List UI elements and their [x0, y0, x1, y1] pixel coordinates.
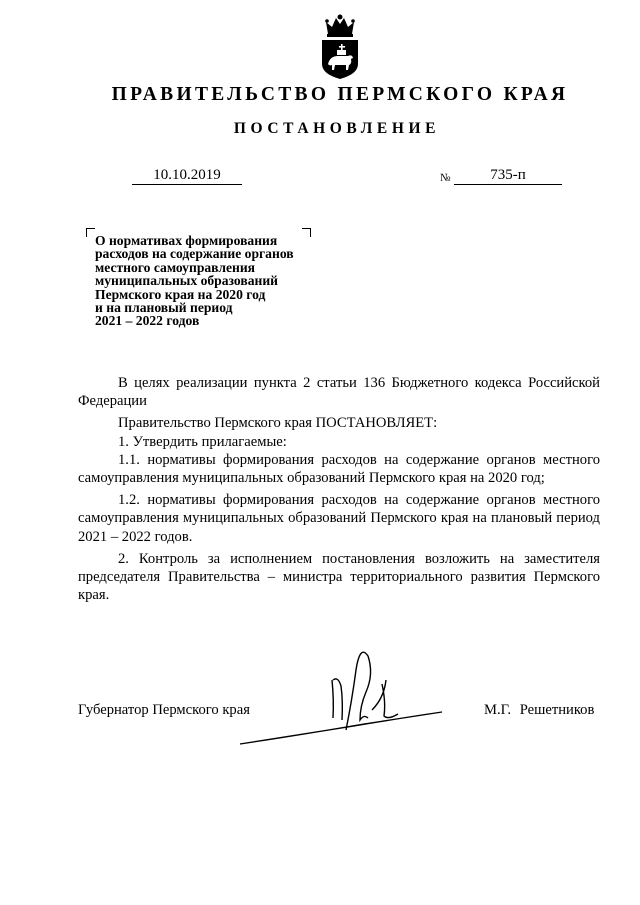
number-label: № [440, 172, 451, 184]
subject-line: и на плановый период [95, 300, 233, 316]
item-2-paragraph: 2. Контроль за исполнением постановления возложить на заместителя председателя Правительства – министра территориального развития Пермского края. [78, 550, 600, 604]
subject-line: Пермского края на 2020 год [95, 286, 266, 302]
coat-of-arms-icon [318, 12, 362, 80]
document-date: 10.10.2019 [132, 166, 242, 185]
preamble-paragraph: В целях реализации пункта 2 статьи 136 Бюджетного кодекса Российской Федерации [78, 375, 600, 410]
subject-line: О нормативах формирования [95, 233, 278, 248]
signatory-position: Губернатор Пермского края [78, 702, 250, 718]
document-body [78, 374, 600, 604]
item-1-paragraph: 1. Утвердить прилагаемые: [118, 433, 287, 450]
document-number: 735-п [454, 166, 562, 185]
item-1-2-paragraph: 1.2. нормативы формирования расходов на содержание органов местного самоуправления муниципальных образований Пермского края на плановый период 2021 – 2022 годов. [78, 492, 600, 545]
signatory-name: М.Г. Решетников [484, 702, 595, 718]
government-title: ПРАВИТЕЛЬСТВО ПЕРМСКОГО КРАЯ [111, 84, 569, 105]
subject-line: местного самоуправления [95, 259, 256, 275]
subject-corner-left [86, 228, 95, 237]
subject-line: муниципальных образований [95, 273, 279, 289]
handwritten-signature [234, 640, 454, 750]
document-type: ПОСТАНОВЛЕНИЕ [233, 120, 441, 137]
document-subject [95, 234, 335, 328]
subject-line: расходов на содержание органов [95, 246, 294, 262]
item-1-1-paragraph: 1.1. нормативы формирования расходов на содержание органов местного самоуправления муниципальных образований Пермского края на 2020 год; [78, 451, 600, 487]
resolution-paragraph: Правительство Пермского края ПОСТАНОВЛЯЕТ: [118, 415, 438, 432]
subject-line: 2021 – 2022 годов [95, 313, 200, 329]
